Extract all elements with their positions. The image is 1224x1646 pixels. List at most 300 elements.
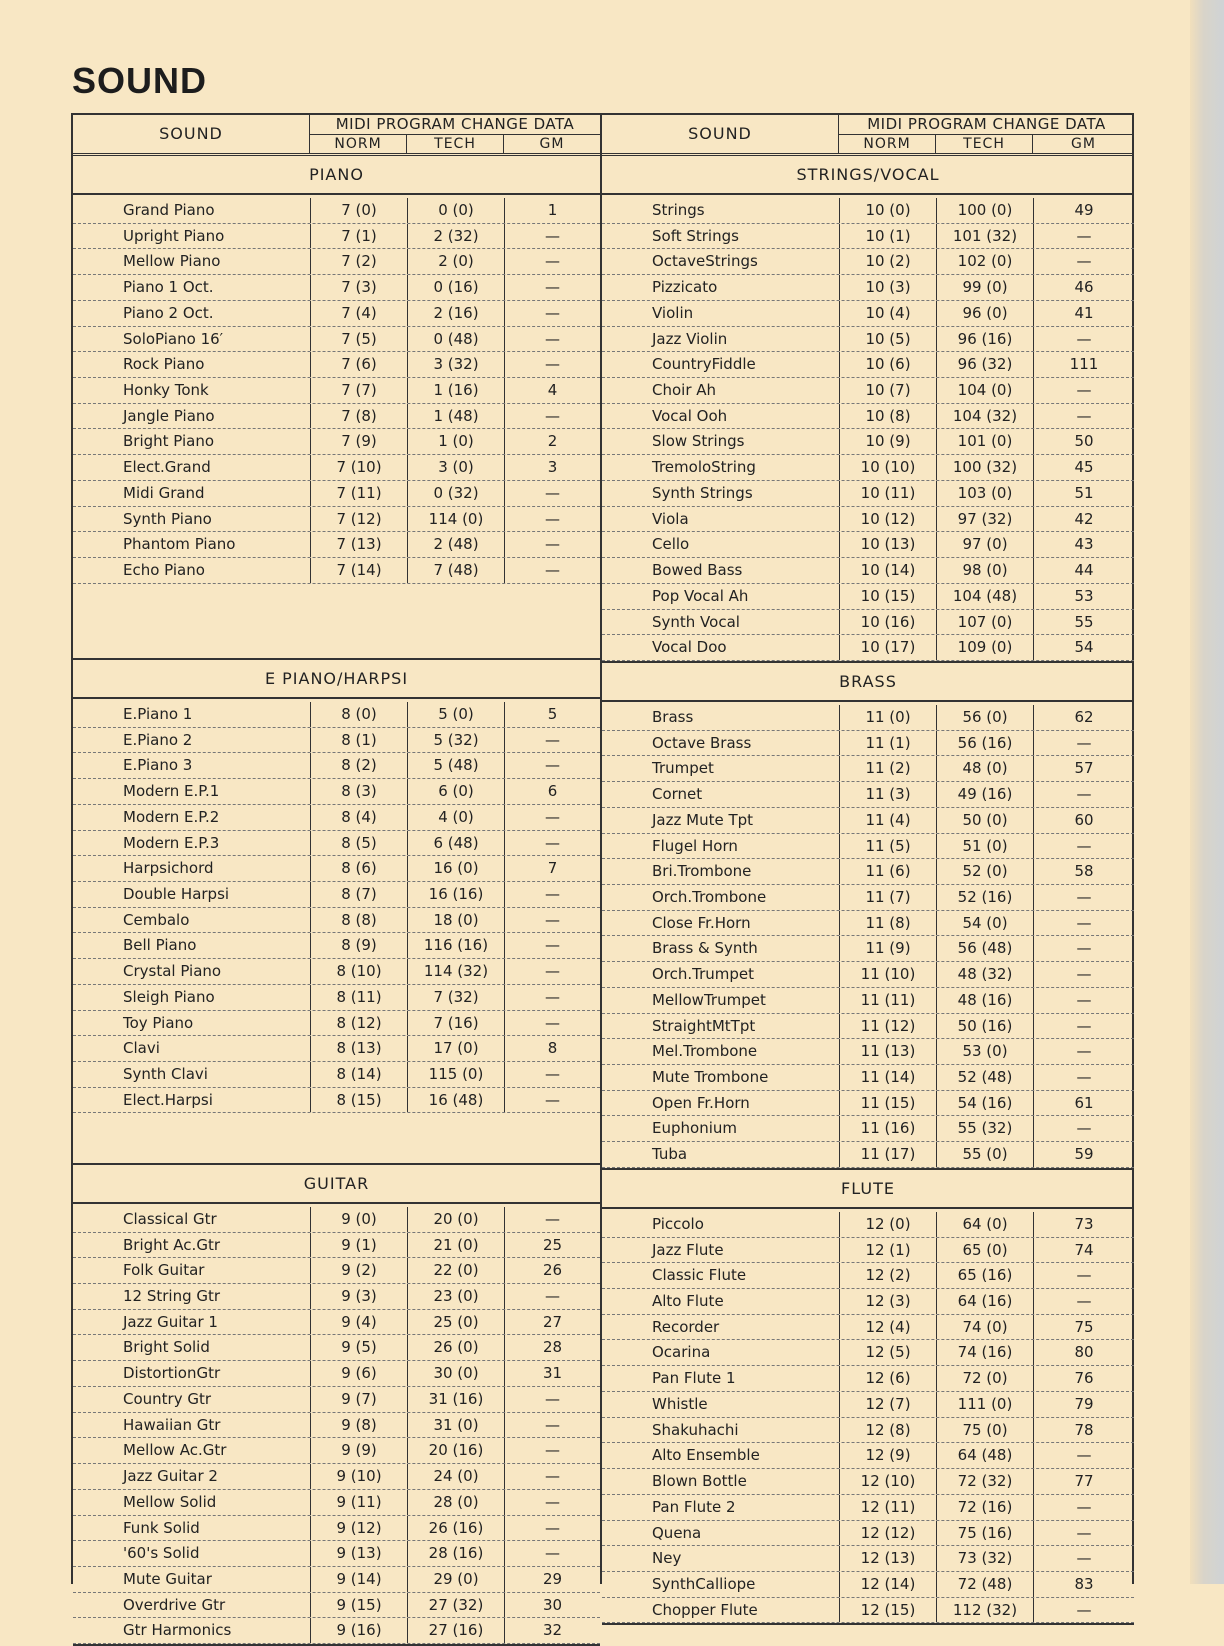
tech-value: 73 (32) xyxy=(936,1546,1033,1571)
sound-name: Pan Flute 2 xyxy=(652,1497,736,1516)
sound-name: Echo Piano xyxy=(123,561,205,580)
table-row xyxy=(602,1142,1134,1168)
right-column xyxy=(602,115,1134,1619)
table-row xyxy=(602,808,1134,834)
tech-value: 64 (16) xyxy=(936,1289,1033,1314)
norm-value: 9 (6) xyxy=(310,1361,407,1386)
norm-value: 7 (7) xyxy=(310,378,407,403)
gm-value: 26 xyxy=(504,1258,600,1283)
gm-value: 1 xyxy=(504,198,600,223)
sound-name: Chopper Flute xyxy=(652,1600,758,1619)
table-row xyxy=(602,1014,1134,1040)
table-row xyxy=(73,805,600,831)
norm-value: 11 (6) xyxy=(839,859,936,884)
table-row xyxy=(73,933,600,959)
table-row xyxy=(73,455,600,481)
gm-value: — xyxy=(1033,224,1134,249)
norm-value: 11 (2) xyxy=(839,756,936,781)
sound-name: Jazz Guitar 2 xyxy=(123,1467,218,1486)
table-row xyxy=(73,753,600,779)
gm-value: — xyxy=(504,558,600,583)
sound-name: Country Gtr xyxy=(123,1389,212,1408)
table-row xyxy=(602,404,1134,430)
norm-value: 11 (10) xyxy=(839,962,936,987)
sound-name: Midi Grand xyxy=(123,483,205,502)
left-column xyxy=(73,115,602,1640)
sound-name: Alto Ensemble xyxy=(652,1446,760,1465)
tech-value: 22 (0) xyxy=(407,1258,504,1283)
norm-value: 8 (11) xyxy=(310,985,407,1010)
sound-name: Synth Strings xyxy=(652,483,753,502)
table-row xyxy=(602,1572,1134,1598)
tech-value: 114 (0) xyxy=(407,507,504,532)
gm-value: — xyxy=(1033,911,1134,936)
gm-value: 75 xyxy=(1033,1315,1134,1340)
table-row xyxy=(602,327,1134,353)
table-row xyxy=(73,1011,600,1037)
sound-name: Crystal Piano xyxy=(123,962,222,981)
gm-value: — xyxy=(504,1516,600,1541)
blank-row xyxy=(73,633,600,658)
norm-value: 9 (3) xyxy=(310,1284,407,1309)
header-norm: NORM xyxy=(310,135,407,153)
tech-value: 2 (32) xyxy=(407,224,504,249)
norm-value: 8 (8) xyxy=(310,908,407,933)
norm-value: 11 (11) xyxy=(839,988,936,1013)
table-row xyxy=(73,532,600,558)
tech-value: 102 (0) xyxy=(936,249,1033,274)
norm-value: 7 (10) xyxy=(310,455,407,480)
sound-name: Rock Piano xyxy=(123,355,205,374)
sound-name: Orch.Trombone xyxy=(652,887,767,906)
gm-value: — xyxy=(504,728,600,753)
sound-table xyxy=(71,113,1134,1640)
norm-value: 9 (4) xyxy=(310,1310,407,1335)
sound-name: Trumpet xyxy=(652,759,714,778)
page-title: SOUND xyxy=(72,60,208,101)
sound-name: SynthCalliope xyxy=(652,1574,756,1593)
blank-row xyxy=(73,1138,600,1163)
gm-value: — xyxy=(504,532,600,557)
sound-name: Jangle Piano xyxy=(123,406,215,425)
sound-name: Mellow Piano xyxy=(123,252,221,271)
tech-value: 65 (16) xyxy=(936,1263,1033,1288)
category-section xyxy=(73,156,600,660)
gm-value: 8 xyxy=(504,1036,600,1061)
tech-value: 29 (0) xyxy=(407,1567,504,1592)
sound-name: Flugel Horn xyxy=(652,836,738,855)
gm-value: — xyxy=(1033,1521,1134,1546)
norm-value: 10 (14) xyxy=(839,558,936,583)
norm-value: 8 (5) xyxy=(310,831,407,856)
table-row xyxy=(73,507,600,533)
sound-name: E.Piano 3 xyxy=(123,756,193,775)
gm-value: — xyxy=(504,224,600,249)
table-row xyxy=(602,1065,1134,1091)
tech-value: 25 (0) xyxy=(407,1310,504,1335)
tech-value: 26 (0) xyxy=(407,1335,504,1360)
sound-name: Bell Piano xyxy=(123,936,197,955)
norm-value: 7 (11) xyxy=(310,481,407,506)
table-row xyxy=(602,988,1134,1014)
gm-value: 77 xyxy=(1033,1469,1134,1494)
tech-value: 111 (0) xyxy=(936,1392,1033,1417)
table-row xyxy=(73,1387,600,1413)
table-row xyxy=(73,1618,600,1644)
sound-name: Modern E.P.1 xyxy=(123,782,220,801)
tech-value: 0 (0) xyxy=(407,198,504,223)
gm-value: 41 xyxy=(1033,301,1134,326)
sound-name: Recorder xyxy=(652,1317,720,1336)
tech-value: 16 (48) xyxy=(407,1088,504,1113)
norm-value: 11 (17) xyxy=(839,1142,936,1167)
gm-value: — xyxy=(1033,1065,1134,1090)
norm-value: 11 (13) xyxy=(839,1039,936,1064)
left-sections xyxy=(73,156,600,1646)
category-title: FLUTE xyxy=(602,1170,1134,1209)
gm-value: 60 xyxy=(1033,808,1134,833)
table-row xyxy=(73,1258,600,1284)
sound-name: 12 String Gtr xyxy=(123,1287,221,1306)
tech-value: 26 (16) xyxy=(407,1516,504,1541)
table-row xyxy=(602,1443,1134,1469)
norm-value: 12 (7) xyxy=(839,1392,936,1417)
tech-value: 100 (0) xyxy=(936,198,1033,223)
sound-name: Phantom Piano xyxy=(123,535,236,554)
sound-name: Sleigh Piano xyxy=(123,987,215,1006)
table-row xyxy=(602,1116,1134,1142)
table-row xyxy=(73,728,600,754)
tech-value: 7 (48) xyxy=(407,558,504,583)
gm-value: 29 xyxy=(504,1567,600,1592)
tech-value: 31 (16) xyxy=(407,1387,504,1412)
gm-value: — xyxy=(504,1088,600,1113)
table-row xyxy=(602,705,1134,731)
gm-value: 80 xyxy=(1033,1340,1134,1365)
norm-value: 12 (1) xyxy=(839,1238,936,1263)
sound-name: E.Piano 1 xyxy=(123,704,193,723)
sound-name: Piano 2 Oct. xyxy=(123,303,214,322)
tech-value: 3 (32) xyxy=(407,352,504,377)
tech-value: 100 (32) xyxy=(936,455,1033,480)
table-row xyxy=(73,198,600,224)
gm-value: — xyxy=(504,352,600,377)
tech-value: 52 (16) xyxy=(936,885,1033,910)
tech-value: 23 (0) xyxy=(407,1284,504,1309)
norm-value: 7 (12) xyxy=(310,507,407,532)
table-row xyxy=(73,1464,600,1490)
header-sound: SOUND xyxy=(73,115,310,153)
norm-value: 11 (3) xyxy=(839,782,936,807)
category-section xyxy=(73,660,600,1165)
sound-name: Classic Flute xyxy=(652,1266,747,1285)
gm-value: 4 xyxy=(504,378,600,403)
tech-value: 48 (32) xyxy=(936,962,1033,987)
norm-value: 11 (12) xyxy=(839,1014,936,1039)
tech-value: 16 (16) xyxy=(407,882,504,907)
table-row xyxy=(602,859,1134,885)
table-row xyxy=(602,224,1134,250)
tech-value: 30 (0) xyxy=(407,1361,504,1386)
sound-name: Upright Piano xyxy=(123,226,225,245)
sound-name: Blown Bottle xyxy=(652,1472,747,1491)
sound-name: Pizzicato xyxy=(652,278,718,297)
gm-value: 2 xyxy=(504,429,600,454)
table-row xyxy=(602,481,1134,507)
gm-value: 45 xyxy=(1033,455,1134,480)
table-row xyxy=(73,1088,600,1114)
norm-value: 11 (14) xyxy=(839,1065,936,1090)
gm-value: — xyxy=(1033,962,1134,987)
gm-value: 46 xyxy=(1033,275,1134,300)
gm-value: — xyxy=(504,404,600,429)
gm-value: — xyxy=(504,985,600,1010)
sound-name: Jazz Guitar 1 xyxy=(123,1312,218,1331)
tech-value: 74 (0) xyxy=(936,1315,1033,1340)
sound-name: Brass & Synth xyxy=(652,939,758,958)
norm-value: 10 (9) xyxy=(839,429,936,454)
table-row xyxy=(73,908,600,934)
sound-name: E.Piano 2 xyxy=(123,730,193,749)
gm-value: 51 xyxy=(1033,481,1134,506)
tech-value: 48 (0) xyxy=(936,756,1033,781)
tech-value: 97 (32) xyxy=(936,507,1033,532)
gm-value: 7 xyxy=(504,856,600,881)
norm-value: 10 (6) xyxy=(839,352,936,377)
sound-name: Classical Gtr xyxy=(123,1209,217,1228)
table-row xyxy=(602,275,1134,301)
gm-value: — xyxy=(504,1413,600,1438)
gm-value: — xyxy=(504,959,600,984)
header-gm: GM xyxy=(1071,136,1096,152)
norm-value: 10 (17) xyxy=(839,635,936,660)
table-header xyxy=(73,115,600,156)
tech-value: 56 (48) xyxy=(936,936,1033,961)
header-midi: MIDI PROGRAM CHANGE DATA xyxy=(310,115,600,135)
sound-name: Hawaiian Gtr xyxy=(123,1415,221,1434)
sound-name: Vocal Doo xyxy=(652,638,727,657)
sound-name: Alto Flute xyxy=(652,1292,724,1311)
gm-value: — xyxy=(504,507,600,532)
norm-value: 9 (10) xyxy=(310,1464,407,1489)
gm-value: — xyxy=(1033,249,1134,274)
sound-name: Bri.Trombone xyxy=(652,862,752,881)
sound-name: Mute Trombone xyxy=(652,1068,769,1086)
gm-value: — xyxy=(1033,1289,1134,1314)
norm-value: 7 (2) xyxy=(310,249,407,274)
category-title: PIANO xyxy=(73,156,600,195)
blank-row xyxy=(73,609,600,634)
tech-value: 5 (32) xyxy=(407,728,504,753)
tech-value: 99 (0) xyxy=(936,275,1033,300)
norm-value: 12 (14) xyxy=(839,1572,936,1597)
tech-value: 96 (16) xyxy=(936,327,1033,352)
sound-name: StraightMtTpt xyxy=(652,1016,756,1035)
gm-value: 57 xyxy=(1033,756,1134,781)
sound-name: Strings xyxy=(652,201,705,219)
table-row xyxy=(602,1495,1134,1521)
gm-value: 32 xyxy=(504,1618,600,1643)
norm-value: 7 (4) xyxy=(310,301,407,326)
sound-name: DistortionGtr xyxy=(123,1364,221,1383)
table-row xyxy=(73,404,600,430)
table-row xyxy=(602,429,1134,455)
category-section xyxy=(602,663,1134,1170)
sound-name: Quena xyxy=(652,1523,702,1542)
tech-value: 52 (0) xyxy=(936,859,1033,884)
sound-name: Jazz Mute Tpt xyxy=(652,810,754,829)
sound-name: Pop Vocal Ah xyxy=(652,586,749,605)
gm-value: — xyxy=(504,481,600,506)
gm-value: — xyxy=(504,805,600,830)
tech-value: 16 (0) xyxy=(407,856,504,881)
table-row xyxy=(602,1521,1134,1547)
table-row xyxy=(602,756,1134,782)
table-row xyxy=(73,1516,600,1542)
table-row xyxy=(73,1284,600,1310)
tech-value: 21 (0) xyxy=(407,1233,504,1258)
norm-value: 8 (13) xyxy=(310,1036,407,1061)
norm-value: 9 (9) xyxy=(310,1438,407,1463)
table-row xyxy=(73,1490,600,1516)
tech-value: 28 (16) xyxy=(407,1541,504,1566)
sound-name: Piccolo xyxy=(652,1214,704,1233)
tech-value: 104 (32) xyxy=(936,404,1033,429)
table-row xyxy=(73,1233,600,1259)
sound-name: Pan Flute 1 xyxy=(652,1369,736,1388)
norm-value: 10 (2) xyxy=(839,249,936,274)
norm-value: 10 (5) xyxy=(839,327,936,352)
norm-value: 12 (2) xyxy=(839,1263,936,1288)
sound-name: Ney xyxy=(652,1549,682,1568)
table-row xyxy=(602,635,1134,661)
tech-value: 28 (0) xyxy=(407,1490,504,1515)
gm-value: — xyxy=(1033,988,1134,1013)
tech-value: 64 (0) xyxy=(936,1212,1033,1237)
gm-value: 6 xyxy=(504,779,600,804)
header-norm: NORM xyxy=(839,135,936,153)
tech-value: 101 (32) xyxy=(936,224,1033,249)
tech-value: 5 (0) xyxy=(407,702,504,727)
tech-value: 1 (48) xyxy=(407,404,504,429)
blank-row xyxy=(73,584,600,609)
norm-value: 12 (8) xyxy=(839,1418,936,1443)
norm-value: 9 (16) xyxy=(310,1618,407,1643)
table-row xyxy=(602,610,1134,636)
table-row xyxy=(602,1392,1134,1418)
table-row xyxy=(602,1366,1134,1392)
sound-name: Orch.Trumpet xyxy=(652,965,755,984)
norm-value: 8 (15) xyxy=(310,1088,407,1113)
tech-value: 107 (0) xyxy=(936,610,1033,635)
norm-value: 9 (5) xyxy=(310,1335,407,1360)
sound-name: Piano 1 Oct. xyxy=(123,278,214,297)
norm-value: 11 (15) xyxy=(839,1091,936,1116)
tech-value: 116 (16) xyxy=(407,933,504,958)
gm-value: — xyxy=(504,249,600,274)
sound-name: Elect.Harpsi xyxy=(123,1090,213,1109)
sound-name: TremoloString xyxy=(652,458,756,477)
gm-value: — xyxy=(504,275,600,300)
sound-name: Tuba xyxy=(652,1145,688,1164)
table-row xyxy=(602,532,1134,558)
table-row xyxy=(73,1310,600,1336)
category-title: GUITAR xyxy=(73,1165,600,1204)
tech-value: 1 (0) xyxy=(407,429,504,454)
sound-name: Close Fr.Horn xyxy=(652,913,751,932)
gm-value: 43 xyxy=(1033,532,1134,557)
category-rows xyxy=(602,702,1134,1168)
tech-value: 20 (16) xyxy=(407,1438,504,1463)
norm-value: 9 (11) xyxy=(310,1490,407,1515)
gm-value: — xyxy=(1033,1546,1134,1571)
gm-value: — xyxy=(504,1207,600,1232)
tech-value: 50 (16) xyxy=(936,1014,1033,1039)
sound-name: Soft Strings xyxy=(652,226,739,245)
gm-value: 53 xyxy=(1033,584,1134,609)
gm-value: — xyxy=(504,933,600,958)
gm-value: — xyxy=(1033,1116,1134,1141)
tech-value: 54 (0) xyxy=(936,911,1033,936)
norm-value: 9 (13) xyxy=(310,1541,407,1566)
tech-value: 6 (48) xyxy=(407,831,504,856)
tech-value: 101 (0) xyxy=(936,429,1033,454)
sound-name: Bowed Bass xyxy=(652,561,743,580)
table-row xyxy=(73,1438,600,1464)
tech-value: 72 (0) xyxy=(936,1366,1033,1391)
gm-value: 42 xyxy=(1033,507,1134,532)
tech-value: 27 (16) xyxy=(407,1618,504,1643)
table-row xyxy=(602,911,1134,937)
sound-name: Bright Piano xyxy=(123,432,215,451)
tech-value: 98 (0) xyxy=(936,558,1033,583)
sound-name: OctaveStrings xyxy=(652,252,758,271)
sound-name: Synth Vocal xyxy=(652,612,740,631)
norm-value: 11 (4) xyxy=(839,808,936,833)
category-title: E PIANO/HARPSI xyxy=(73,660,600,699)
sound-name: Octave Brass xyxy=(652,733,752,752)
gm-value: 74 xyxy=(1033,1238,1134,1263)
norm-value: 8 (0) xyxy=(310,702,407,727)
sound-name: Mel.Trombone xyxy=(652,1042,758,1061)
blank-row xyxy=(73,1113,600,1138)
gm-value: 62 xyxy=(1033,705,1134,730)
tech-value: 6 (0) xyxy=(407,779,504,804)
sound-name: Euphonium xyxy=(652,1119,737,1138)
sound-name: Bright Ac.Gtr xyxy=(123,1235,220,1254)
table-row xyxy=(73,1541,600,1567)
tech-value: 54 (16) xyxy=(936,1091,1033,1116)
norm-value: 11 (8) xyxy=(839,911,936,936)
norm-value: 7 (0) xyxy=(310,198,407,223)
gm-value: — xyxy=(504,753,600,778)
gm-value: — xyxy=(504,1062,600,1087)
gm-value: 83 xyxy=(1033,1572,1134,1597)
table-row xyxy=(73,352,600,378)
category-rows xyxy=(73,195,600,658)
table-row xyxy=(602,834,1134,860)
gm-value: — xyxy=(504,1464,600,1489)
norm-value: 12 (9) xyxy=(839,1443,936,1468)
norm-value: 11 (16) xyxy=(839,1116,936,1141)
table-row xyxy=(602,378,1134,404)
sound-name: Jazz Violin xyxy=(652,329,728,348)
norm-value: 8 (2) xyxy=(310,753,407,778)
tech-value: 72 (48) xyxy=(936,1572,1033,1597)
tech-value: 31 (0) xyxy=(407,1413,504,1438)
gm-value: — xyxy=(1033,1263,1134,1288)
table-row xyxy=(73,327,600,353)
